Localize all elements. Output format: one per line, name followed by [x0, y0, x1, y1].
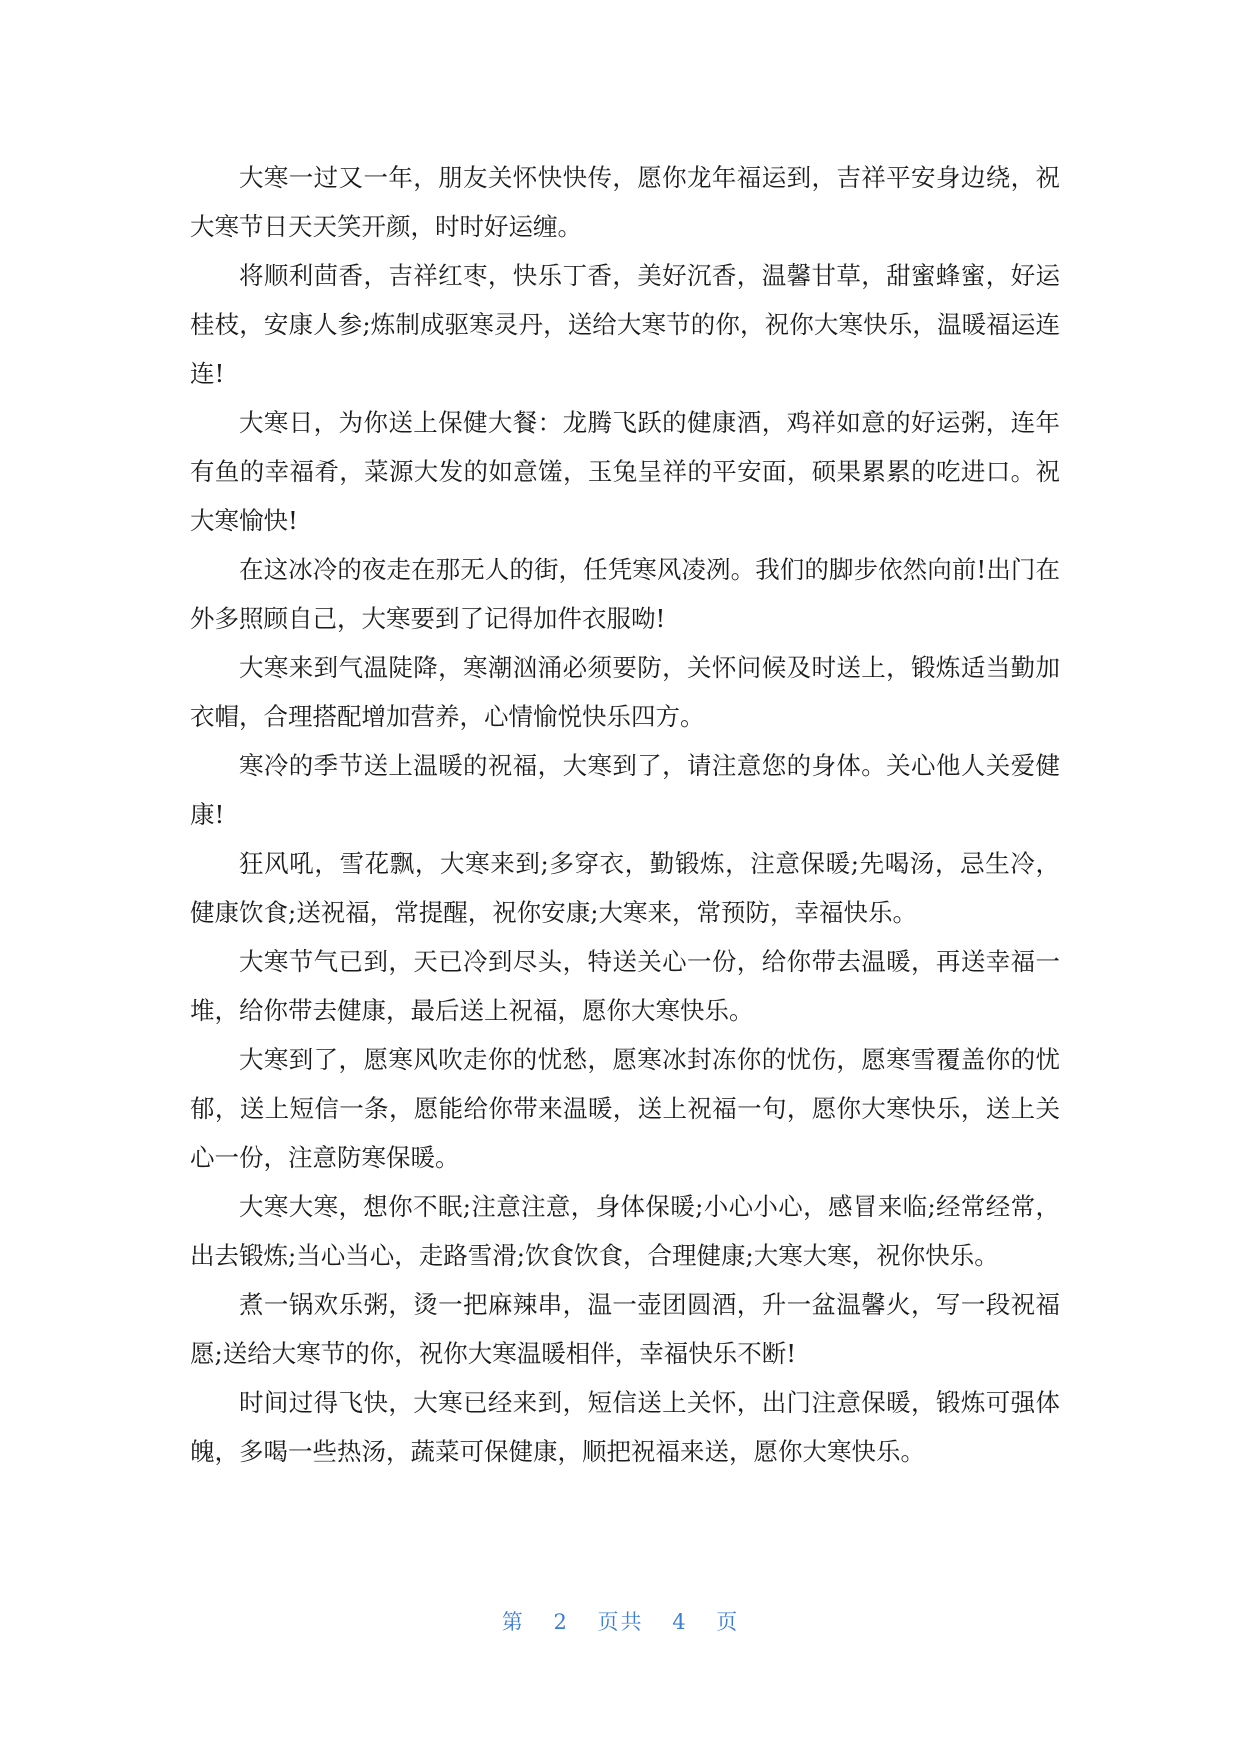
paragraph-7: 狂风吼，雪花飘，大寒来到;多穿衣，勤锻炼，注意保暖;先喝汤，忌生冷，健康饮食;送祝福，常提醒，祝你安康;大寒来，常预防，幸福快乐。	[190, 849, 1060, 927]
footer-prefix: 第	[501, 1610, 525, 1634]
page-body	[190, 153, 1060, 1476]
paragraph-9: 大寒到了，愿寒风吹走你的忧愁，愿寒冰封冻你的忧伤，愿寒雪覆盖你的忧郁，送上短信一条，愿能给你带来温暖，送上祝福一句，愿你大寒快乐，送上关心一份，注意防寒保暖。	[190, 1045, 1060, 1172]
paragraph-12: 时间过得飞快，大寒已经来到，短信送上关怀，出门注意保暖，锻炼可强体魄，多喝一些热汤，蔬菜可保健康，顺把祝福来送，愿你大寒快乐。	[190, 1388, 1060, 1466]
footer-suffix: 页	[716, 1610, 740, 1634]
paragraph-3: 大寒日，为你送上保健大餐：龙腾飞跃的健康酒，鸡祥如意的好运粥，连年有鱼的幸福肴，菜源大发的如意馐，玉兔呈祥的平安面，硕果累累的吃进口。祝大寒愉快!	[190, 408, 1060, 535]
paragraph-10: 大寒大寒，想你不眠;注意注意，身体保暖;小心小心，感冒来临;经常经常，出去锻炼;当心当心，走路雪滑;饮食饮食，合理健康;大寒大寒，祝你快乐。	[190, 1192, 1060, 1270]
footer-total-pages: 4	[672, 1610, 688, 1634]
paragraph-1: 大寒一过又一年，朋友关怀快快传，愿你龙年福运到，吉祥平安身边绕，祝大寒节日天天笑开颜，时时好运缠。	[190, 163, 1060, 241]
footer-middle: 页共	[597, 1610, 644, 1634]
footer-current-page: 2	[553, 1610, 569, 1634]
paragraph-6: 寒冷的季节送上温暖的祝福，大寒到了，请注意您的身体。关心他人关爱健康!	[190, 751, 1060, 829]
paragraph-8: 大寒节气已到，天已冷到尽头，特送关心一份，给你带去温暖，再送幸福一堆，给你带去健康，最后送上祝福，愿你大寒快乐。	[190, 947, 1060, 1025]
paragraph-11: 煮一锅欢乐粥，烫一把麻辣串，温一壶团圆酒，升一盆温馨火，写一段祝福愿;送给大寒节的你，祝你大寒温暖相伴，幸福快乐不断!	[190, 1290, 1060, 1368]
paragraph-5: 大寒来到气温陡降，寒潮汹涌必须要防，关怀问候及时送上，锻炼适当勤加衣帽，合理搭配增加营养，心情愉悦快乐四方。	[190, 653, 1060, 731]
paragraph-2: 将顺利茴香，吉祥红枣，快乐丁香，美好沉香，温馨甘草，甜蜜蜂蜜，好运桂枝，安康人参;炼制成驱寒灵丹，送给大寒节的你，祝你大寒快乐，温暖福运连连!	[190, 261, 1060, 388]
paragraph-4: 在这冰冷的夜走在那无人的街，任凭寒风凌冽。我们的脚步依然向前!出门在外多照顾自己，大寒要到了记得加件衣服呦!	[190, 555, 1060, 633]
page-number-footer	[0, 1606, 1241, 1636]
